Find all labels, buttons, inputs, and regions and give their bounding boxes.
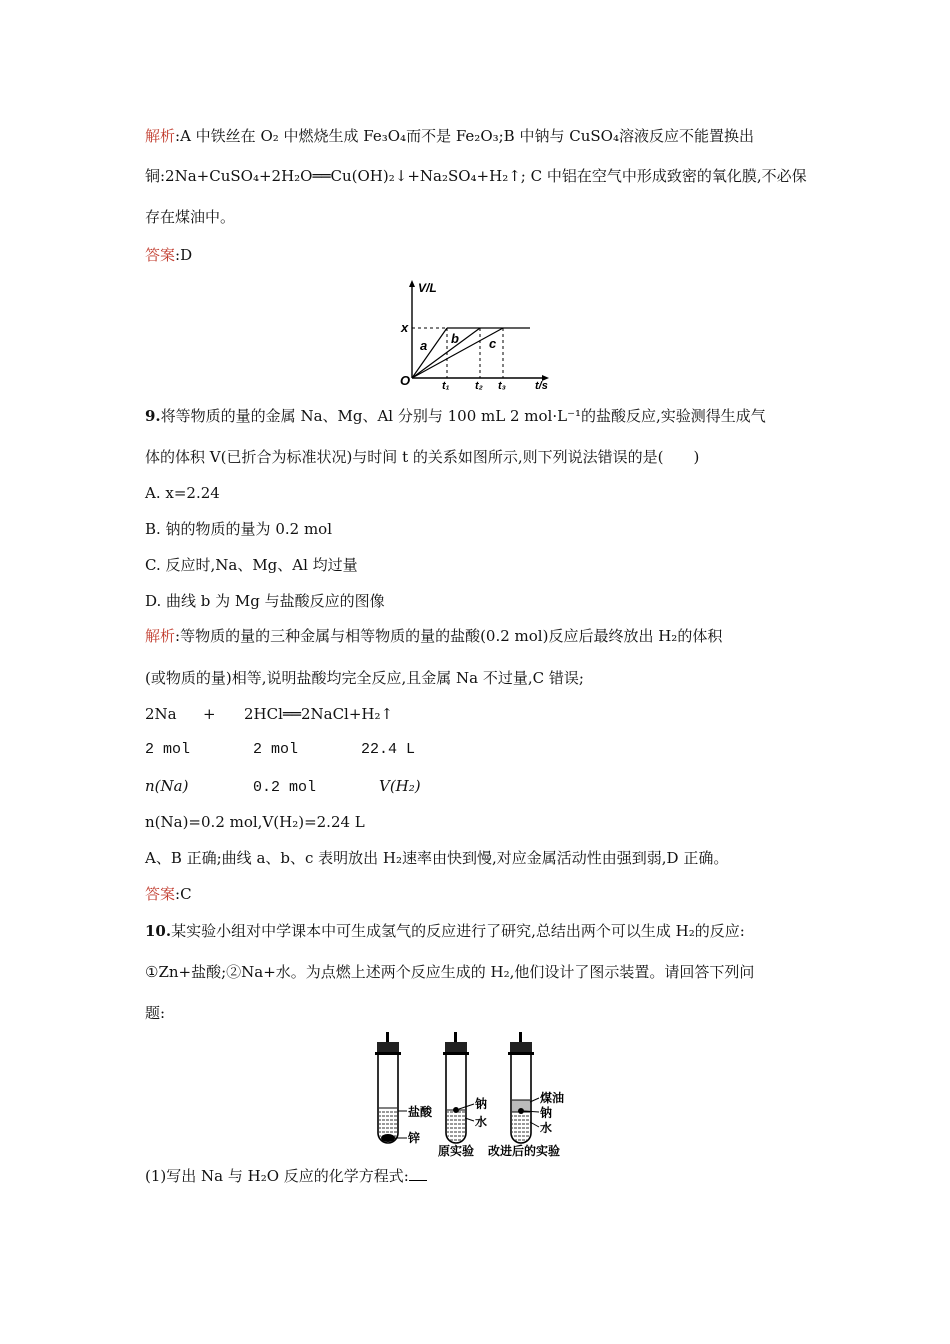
curve-a [412,328,447,378]
q9-option-c: C. 反应时,Na、Mg、Al 均过量 [145,556,358,574]
sol9-answer: 答案:C [145,885,192,903]
t2-label: t₂ [475,380,483,392]
y-axis-label: V/L [418,281,437,295]
sol9-equation: 2Na + 2HCl══2NaCl+H₂↑ [145,705,394,723]
curve-b [412,328,480,378]
caption-improved: 改进后的实验 [488,1144,561,1158]
label-kerosene: 煤油 [540,1091,565,1105]
origin-label: O [400,373,411,388]
answer-label: 答案 [145,246,176,264]
question-number: 10. [145,922,172,940]
sol9-conclusion: A、B 正确;曲线 a、b、c 表明放出 H₂速率由快到慢,对应金属活动性由强到弱,D 正确。 [145,849,729,867]
label-sodium-1: 钠 [475,1097,488,1111]
y-axis-arrow [409,280,415,287]
q9-line2: 体的体积 V(已折合为标准状况)与时间 t 的关系如图所示,则下列说法错误的是( ) [145,448,700,466]
curve-c-label: c [489,336,497,351]
q9-option-d: D. 曲线 b 为 Mg 与盐酸反应的图像 [145,592,385,610]
tube-improved [508,1032,539,1143]
solution-label: 解析 [145,627,176,645]
apparatus-figure [370,1030,585,1160]
sol8-line3: 存在煤油中。 [145,208,236,226]
sol8-line2: 铜:2Na+CuSO₄+2H₂O══Cu(OH)₂↓+Na₂SO₄+H₂↑; C 中铝在空气中形成致密的氧化膜,不必保 [145,167,807,185]
answer-label: 答案 [145,885,176,903]
sol9-line2: (或物质的量)相等,说明盐酸均完全反应,且金属 Na 不过量,C 错误; [145,669,584,687]
question-number: 9. [145,407,161,425]
sol9-row2: n(Na) 0.2 mol V(H₂) [145,777,421,796]
label-hcl: 盐酸 [408,1105,433,1119]
label-sodium-2: 钠 [540,1106,553,1120]
t3-label: t₃ [498,380,506,392]
q9-option-a: A. x=2.24 [145,484,220,502]
q10-sub1: (1)写出 Na 与 H₂O 反应的化学方程式: [145,1166,427,1186]
tube-zinc-hcl [375,1032,407,1143]
caption-original: 原实验 [438,1144,475,1158]
tube-original [443,1032,474,1143]
sol9-line1: 解析:等物质的量的三种金属与相等物质的量的盐酸(0.2 mol)反应后最终放出 H₂的体积 [145,627,723,645]
x-value-label: x [401,320,409,335]
q9-line1: 9.将等物质的量的金属 Na、Mg、Al 分别与 100 mL 2 mol·L⁻¹的盐酸反应,实验测得生成气 [145,407,766,425]
q10-line2: ①Zn+盐酸;②Na+水。为点燃上述两个反应生成的 H₂,他们设计了图示装置。请回答下列问 [145,963,755,981]
answer-blank[interactable] [409,1166,427,1181]
q9-option-b: B. 钠的物质的量为 0.2 mol [145,520,333,538]
sol9-result: n(Na)=0.2 mol,V(H₂)=2.24 L [145,813,365,831]
solution-label: 解析 [145,127,176,145]
x-axis-label: t/s [535,380,548,392]
t1-label: t₁ [442,380,450,392]
q10-line1: 10.某实验小组对中学课本中可生成氢气的反应进行了研究,总结出两个可以生成 H₂的反应: [145,922,745,940]
volume-time-graph [395,278,565,393]
q10-line3: 题: [145,1004,166,1022]
curve-b-label: b [451,331,459,346]
label-water-1: 水 [475,1115,488,1129]
curve-a-label: a [420,338,428,353]
label-water-2: 水 [540,1121,553,1135]
sol8-line1: 解析:A 中铁丝在 O₂ 中燃烧生成 Fe₃O₄而不是 Fe₂O₃;B 中钠与 CuSO₄溶液反应不能置换出 [145,127,754,145]
sol8-answer: 答案:D [145,246,193,264]
label-zinc: 锌 [408,1131,421,1145]
sol9-row1: 2 mol 2 mol 22.4 L [145,741,416,758]
